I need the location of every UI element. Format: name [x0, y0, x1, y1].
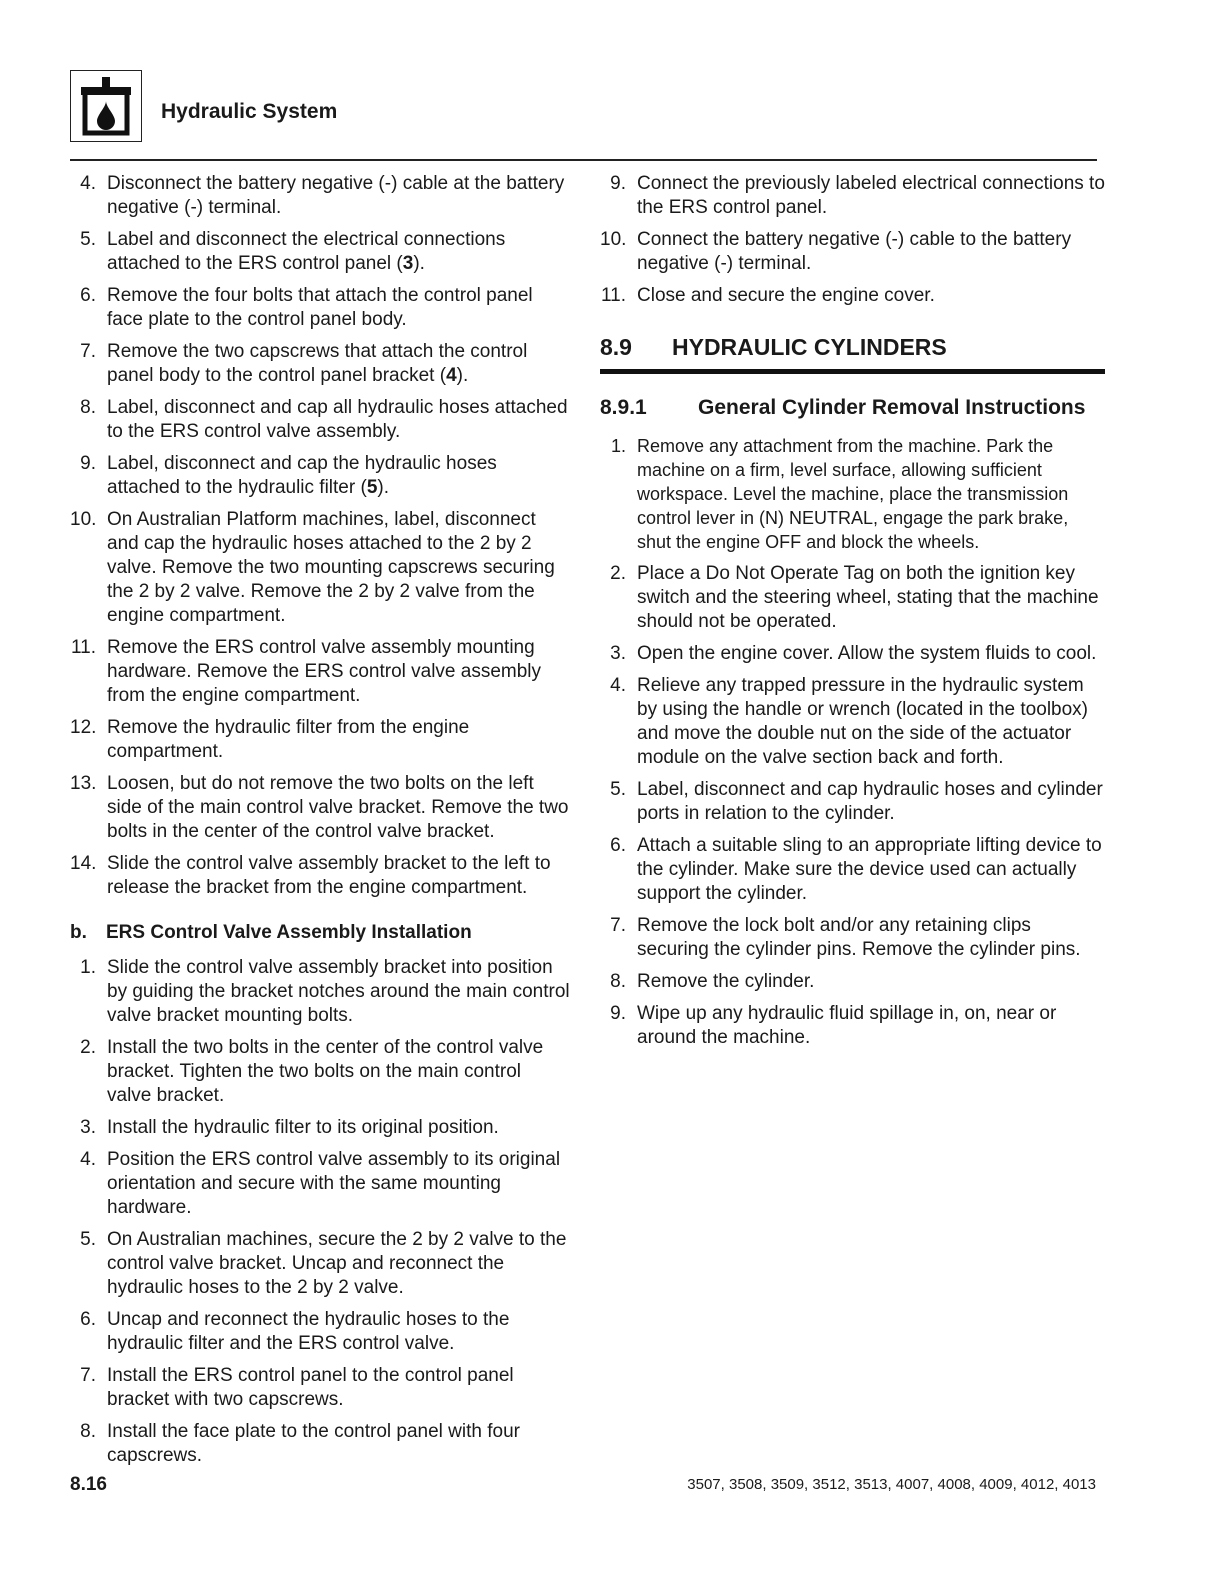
- list-item: [600, 434, 1105, 554]
- step-text: Remove the two capscrews that attach the control panel body to the control panel bracket (: [107, 341, 528, 386]
- step-number: 8.: [80, 1421, 96, 1442]
- list-item: [600, 228, 1105, 276]
- list-item: [70, 1420, 570, 1468]
- subsection-title: General Cylinder Removal Instructions: [698, 396, 1086, 419]
- list-item: [70, 508, 570, 628]
- step-text: Remove the ERS control valve assembly mounting hardware. Remove the ERS control valve assembly from the engine compartment.: [107, 637, 542, 706]
- installation-steps-continued-list: [600, 172, 1105, 308]
- step-text: Slide the control valve assembly bracket into position by guiding the bracket notches around the main control valve bracket mounting bolts.: [107, 957, 570, 1026]
- step-text: Install the ERS control panel to the control panel bracket with two capscrews.: [107, 1365, 514, 1410]
- list-item: [600, 172, 1105, 220]
- subsection-heading: [600, 396, 1105, 420]
- step-number: 2.: [80, 1037, 96, 1058]
- list-item: [600, 1002, 1105, 1050]
- step-text: Close and secure the engine cover.: [637, 285, 935, 306]
- step-number: 9.: [80, 453, 96, 474]
- step-text: Install the hydraulic filter to its original position.: [107, 1117, 499, 1138]
- step-number: 4.: [80, 173, 96, 194]
- cylinder-removal-steps-list: [600, 434, 1105, 1050]
- list-item: [70, 1228, 570, 1300]
- step-text: On Australian machines, secure the 2 by 2 valve to the control valve bracket. Uncap and reconnect the hydraulic hoses to the 2 by 2 valve.: [107, 1229, 567, 1298]
- step-text: Install the two bolts in the center of the control valve bracket. Tighten the two bolts on the main control valve bracket.: [107, 1037, 544, 1106]
- step-number: 11.: [600, 285, 626, 306]
- step-number: 9.: [610, 173, 626, 194]
- step-text: Label and disconnect the electrical connections attached to the ERS control panel (: [107, 229, 506, 274]
- step-number: 2.: [610, 563, 626, 584]
- left-column: [70, 172, 570, 1476]
- list-item: [70, 1116, 570, 1140]
- step-number: 14.: [70, 853, 97, 874]
- step-number: 1.: [80, 957, 96, 978]
- step-text: Open the engine cover. Allow the system fluids to cool.: [637, 643, 1097, 664]
- list-item: [70, 1364, 570, 1412]
- installation-steps-list: [70, 956, 570, 1468]
- step-number: 9.: [610, 1003, 626, 1024]
- list-item: [70, 340, 570, 388]
- removal-steps-list: [70, 172, 570, 900]
- step-text: Remove any attachment from the machine. Park the machine on a firm, level surface, allowing sufficient workspace. Level the machine, place the transmission control lever in (N) NEUTRAL, engage the park brake, shut the engine OFF and block the wheels.: [637, 436, 1069, 552]
- step-text: Remove the four bolts that attach the control panel face plate to the control panel body.: [107, 285, 533, 330]
- step-number: 8.: [610, 971, 626, 992]
- step-text-tail: ).: [413, 253, 425, 274]
- list-item: [70, 636, 570, 708]
- section-heading: [600, 334, 1105, 374]
- subheading-title: ERS Control Valve Assembly Installation: [106, 922, 472, 943]
- list-item: [70, 172, 570, 220]
- step-number: 5.: [80, 229, 96, 250]
- model-numbers: 3507, 3508, 3509, 3512, 3513, 4007, 4008, 4009, 4012, 4013: [687, 1476, 1096, 1493]
- page-number: 8.16: [70, 1474, 107, 1495]
- step-number: 10.: [70, 509, 97, 530]
- step-text: Remove the cylinder.: [637, 971, 815, 992]
- list-item: [70, 772, 570, 844]
- list-item: [70, 956, 570, 1028]
- step-number: 6.: [80, 285, 96, 306]
- step-text-tail: ).: [456, 365, 469, 386]
- step-number: 3.: [610, 643, 626, 664]
- step-text-tail: ).: [377, 477, 389, 498]
- list-item: [70, 396, 570, 444]
- step-number: 12.: [70, 717, 97, 738]
- subsection-number: 8.9.1: [600, 396, 647, 419]
- step-text: Remove the lock bolt and/or any retaining clips securing the cylinder pins. Remove the cylinder pins.: [637, 915, 1081, 960]
- step-number: 1.: [610, 436, 626, 456]
- step-text: Place a Do Not Operate Tag on both the ignition key switch and the steering wheel, stating that the machine should not be operated.: [637, 563, 1099, 632]
- step-text: Connect the previously labeled electrical connections to the ERS control panel.: [637, 173, 1105, 218]
- step-number: 11.: [70, 637, 96, 658]
- step-text: Disconnect the battery negative (-) cable at the battery negative (-) terminal.: [107, 173, 565, 218]
- list-item: [600, 674, 1105, 770]
- step-number: 4.: [80, 1149, 96, 1170]
- section-title: HYDRAULIC CYLINDERS: [672, 334, 947, 360]
- step-number: 10.: [600, 229, 627, 250]
- step-text: Label, disconnect and cap hydraulic hoses and cylinder ports in relation to the cylinder.: [637, 779, 1103, 824]
- list-item: [70, 716, 570, 764]
- step-text: Install the face plate to the control panel with four capscrews.: [107, 1421, 520, 1466]
- list-item: [70, 452, 570, 500]
- list-item: [600, 970, 1105, 994]
- right-column: [600, 172, 1105, 1058]
- step-number: 7.: [610, 915, 626, 936]
- step-text: Uncap and reconnect the hydraulic hoses to the hydraulic filter and the ERS control valve.: [107, 1309, 510, 1354]
- list-item: [600, 284, 1105, 308]
- list-item: [600, 562, 1105, 634]
- list-item: [70, 1148, 570, 1220]
- callout-reference: 4: [446, 365, 457, 386]
- hydraulic-system-icon: [70, 70, 142, 142]
- section-number: 8.9: [600, 334, 632, 360]
- header-divider: [70, 159, 1097, 161]
- step-number: 5.: [80, 1229, 96, 1250]
- step-number: 4.: [610, 675, 626, 696]
- step-text: Wipe up any hydraulic fluid spillage in, on, near or around the machine.: [637, 1003, 1057, 1048]
- list-item: [70, 852, 570, 900]
- step-number: 8.: [80, 397, 96, 418]
- subheading-letter: b.: [70, 922, 87, 943]
- hydraulic-cylinder-icon: [71, 71, 143, 143]
- installation-subheading: [70, 922, 570, 944]
- step-number: 3.: [80, 1117, 96, 1138]
- list-item: [600, 778, 1105, 826]
- step-text: Remove the hydraulic filter from the engine compartment.: [107, 717, 470, 762]
- list-item: [70, 1308, 570, 1356]
- step-number: 6.: [80, 1309, 96, 1330]
- list-item: [70, 284, 570, 332]
- list-item: [600, 642, 1105, 666]
- step-text: Relieve any trapped pressure in the hydraulic system by using the handle or wrench (located in the toolbox) and move the double nut on the side of the actuator module on the valve section back and forth.: [637, 675, 1088, 768]
- callout-reference: 3: [402, 253, 414, 274]
- step-number: 13.: [70, 773, 97, 794]
- page-header-title: Hydraulic System: [161, 100, 338, 123]
- step-number: 5.: [610, 779, 626, 800]
- list-item: [70, 228, 570, 276]
- step-number: 7.: [80, 341, 96, 362]
- step-text: Position the ERS control valve assembly to its original orientation and secure with the same mounting hardware.: [107, 1149, 561, 1218]
- list-item: [600, 914, 1105, 962]
- step-text: Loosen, but do not remove the two bolts on the left side of the main control valve bracket. Remove the two bolts in the center of the control valve bracket.: [107, 773, 569, 842]
- step-text: Slide the control valve assembly bracket to the left to release the bracket from the engine compartment.: [107, 853, 551, 898]
- step-text: On Australian Platform machines, label, disconnect and cap the hydraulic hoses attached to the 2 by 2 valve. Remove the two mounting capscrews securing the 2 by 2 valve. Remove the 2 by 2 valve from the engine compartment.: [107, 509, 555, 626]
- step-text: Connect the battery negative (-) cable to the battery negative (-) terminal.: [637, 229, 1072, 274]
- step-number: 7.: [80, 1365, 96, 1386]
- step-text: Label, disconnect and cap all hydraulic hoses attached to the ERS control valve assembly.: [107, 397, 568, 442]
- step-text: Attach a suitable sling to an appropriate lifting device to the cylinder. Make sure the device used can actually support the cylinder.: [637, 835, 1102, 904]
- step-number: 6.: [610, 835, 626, 856]
- callout-reference: 5: [366, 477, 378, 498]
- list-item: [600, 834, 1105, 906]
- step-text: Label, disconnect and cap the hydraulic hoses attached to the hydraulic filter (: [107, 453, 497, 498]
- list-item: [70, 1036, 570, 1108]
